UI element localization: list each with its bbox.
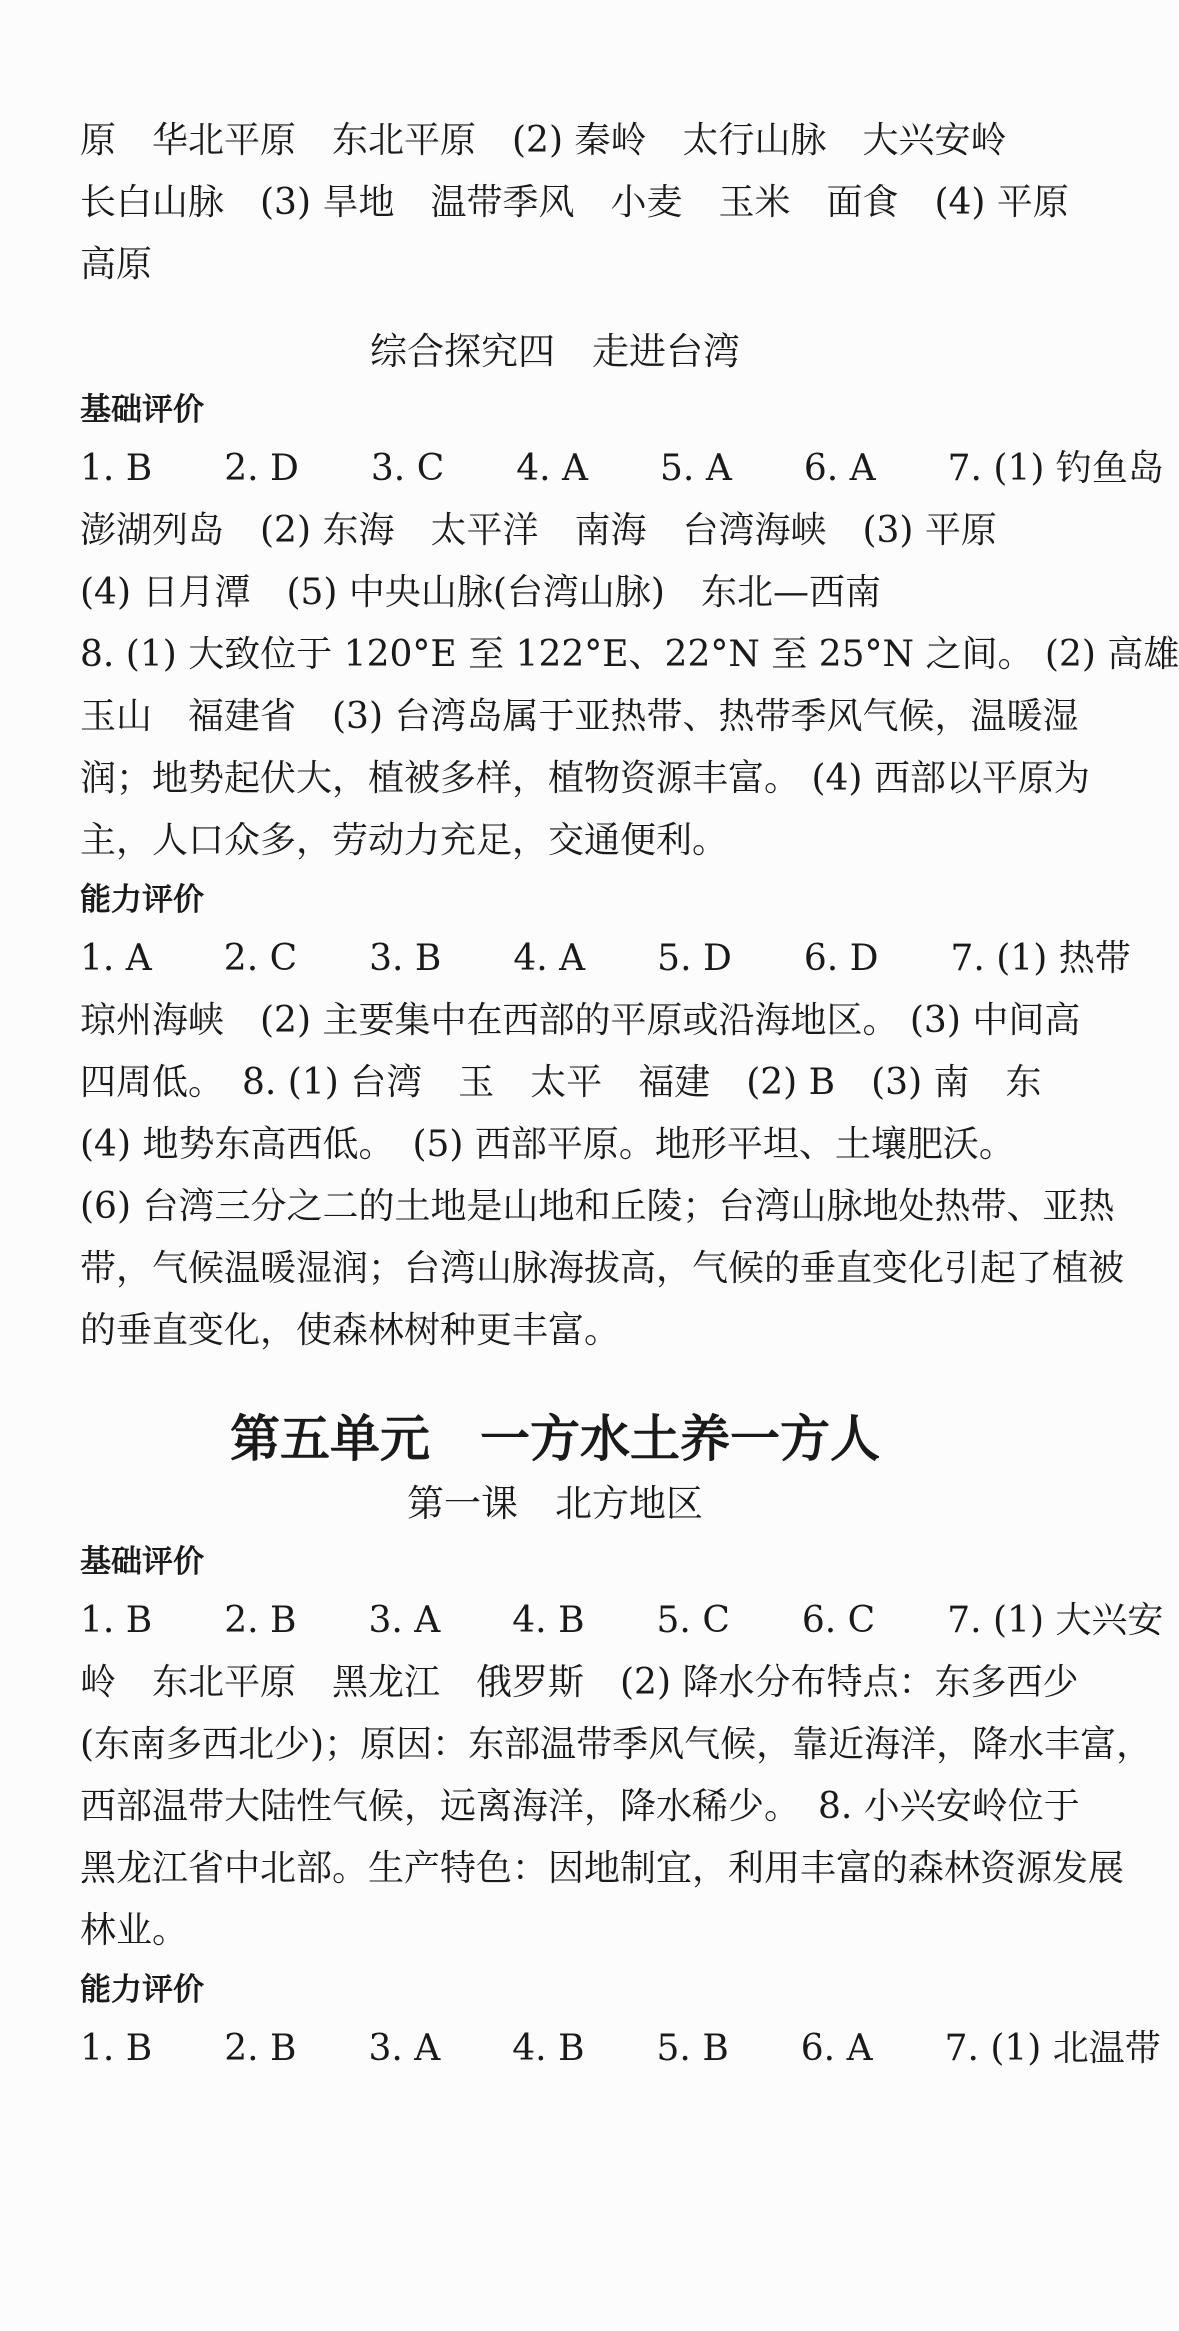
text-line: 的垂直变化，使森林树种更丰富。 [80,1310,621,1351]
section4-title: 综合探究四 走进台湾 [370,330,740,373]
text-line: 岭 东北平原 黑龙江 俄罗斯 (2) 降水分布特点：东多西少 [80,1662,1079,1703]
text-line: 琼州海峡 (2) 主要集中在西部的平原或沿海地区。 (3) 中间高 [80,1000,1081,1041]
text-line: 1. A 2. C 3. B 4. A 5. D 6. D 7. (1) 热带 [80,938,1131,979]
section4-ability-heading: 能力评价 [80,882,204,918]
text-line: 主，人口众多，劳动力充足，交通便利。 [80,820,729,861]
section4-ability-answers [80,928,1131,1362]
unit5-ability-heading: 能力评价 [80,1972,204,2008]
text-line: 润；地势起伏大，植被多样，植物资源丰富。 (4) 西部以平原为 [80,758,1090,799]
text-line: 黑龙江省中北部。生产特色：因地制宜，利用丰富的森林资源发展 [80,1848,1125,1889]
text-line: 长白山脉 (3) 旱地 温带季风 小麦 玉米 面食 (4) 平原 [80,182,1069,223]
text-line: (4) 地势东高西低。 (5) 西部平原。地形平坦、土壤肥沃。 [80,1124,1015,1165]
text-line: 1. B 2. B 3. A 4. B 5. B 6. A 7. (1) 北温带 [80,2028,1161,2069]
text-line: 1. B 2. D 3. C 4. A 5. A 6. A 7. (1) 钓鱼岛 [80,448,1164,489]
text-line: 1. B 2. B 3. A 4. B 5. C 6. C 7. (1) 大兴安 [80,1600,1164,1641]
text-line: 带，气候温暖湿润；台湾山脉海拔高，气候的垂直变化引起了植被 [80,1248,1125,1289]
text-line: 林业。 [80,1910,189,1951]
text-line: 玉山 福建省 (3) 台湾岛属于亚热带、热带季风气候，温暖湿 [80,696,1079,737]
text-line: 8. (1) 大致位于 120°E 至 122°E、22°N 至 25°N 之间。 (2) 高雄 [80,634,1179,675]
text-line: 西部温带大陆性气候，远离海洋，降水稀少。 8. 小兴安岭位于 [80,1786,1080,1827]
unit5-basic-answers [80,1590,1164,1962]
text-line: 澎湖列岛 (2) 东海 太平洋 南海 台湾海峡 (3) 平原 [80,510,997,551]
text-line: (4) 日月潭 (5) 中央山脉(台湾山脉) 东北—西南 [80,572,881,613]
unit5-title: 第五单元 一方水土养一方人 [230,1409,880,1468]
section4-basic-heading: 基础评价 [80,392,204,428]
text-line: (6) 台湾三分之二的土地是山地和丘陵；台湾山脉地处热带、亚热 [80,1186,1115,1227]
text-line: 原 华北平原 东北平原 (2) 秦岭 太行山脉 大兴安岭 [80,120,1007,161]
unit5-lesson-title: 第一课 北方地区 [407,1482,703,1525]
unit5-basic-heading: 基础评价 [80,1544,204,1580]
text-line: 高原 [80,244,153,285]
text-line: 四周低。 8. (1) 台湾 玉 太平 福建 (2) B (3) 南 东 [80,1062,1042,1103]
answer-page [80,110,1179,2080]
section4-basic-answers [80,438,1179,872]
text-line: (东南多西北少)；原因：东部温带季风气候，靠近海洋，降水丰富， [80,1724,1153,1765]
unit5-ability-answers [80,2018,1161,2080]
top-continuation [80,110,1069,296]
